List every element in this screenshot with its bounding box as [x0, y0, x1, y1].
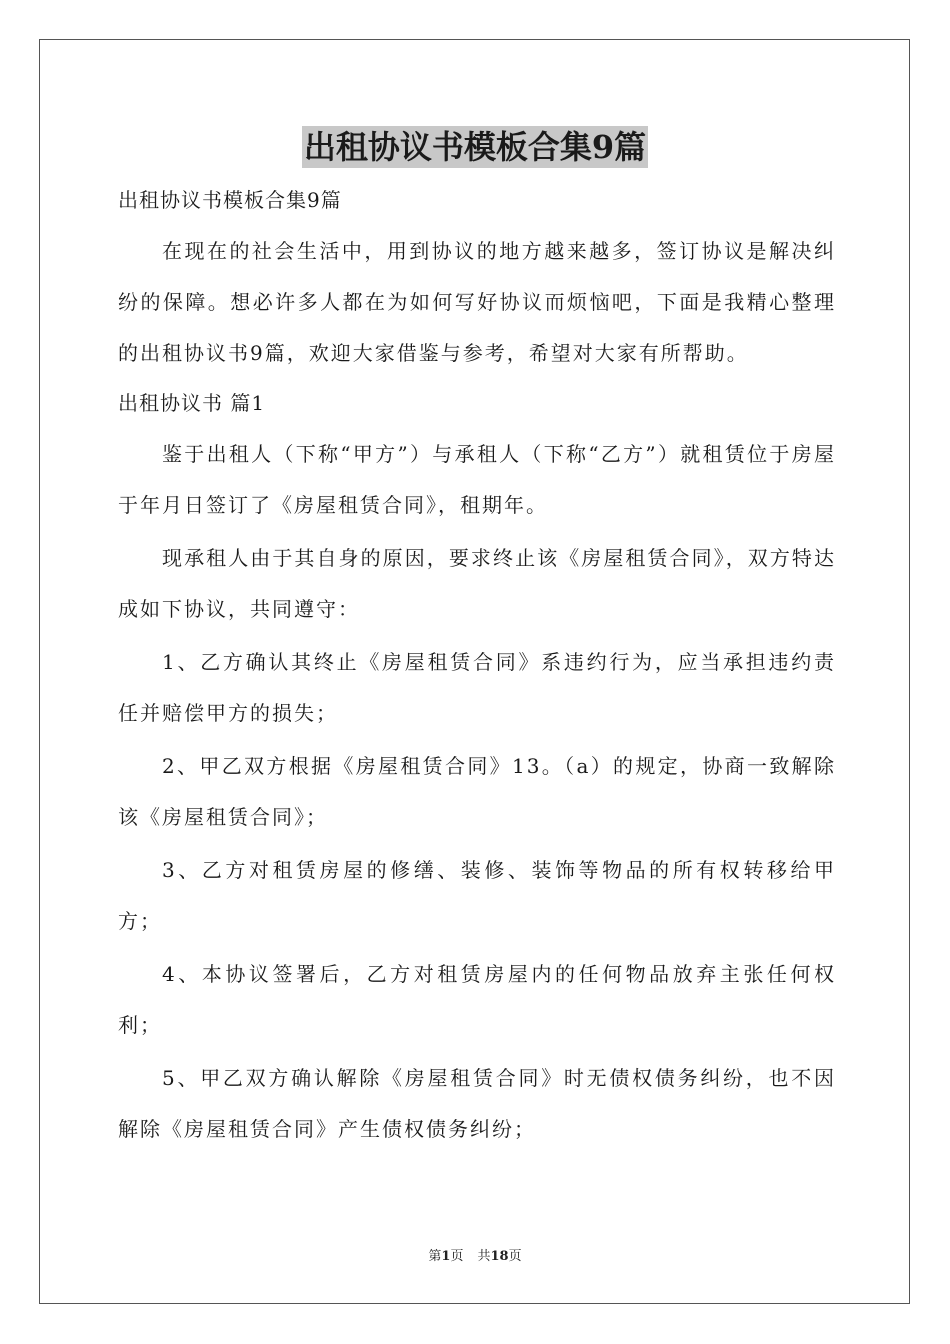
total-pages: 18 [490, 1249, 509, 1264]
clause-item: 5、甲乙双方确认解除《房屋租赁合同》时无债权债务纠纷，也不因解除《房屋租赁合同》产生债权债务纠纷； [118, 1066, 836, 1141]
intro-paragraph: 在现在的社会生活中，用到协议的地方越来越多，签订协议是解决纠纷的保障。想必许多人都在为如何写好协议而烦恼吧，下面是我精心整理的出租协议书9篇，欢迎大家借鉴与参考，希望对大家有所帮助。 [118, 239, 836, 365]
clause-item: 3、乙方对租赁房屋的修缮、装修、装饰等物品的所有权转移给甲方； [118, 858, 836, 933]
clause-item: 2、甲乙双方根据《房屋租赁合同》13。（a）的规定，协商一致解除该《房屋租赁合同》； [118, 754, 836, 829]
document-title-text: 出租协议书模板合集9篇 [303, 128, 647, 166]
total-prefix: 共 [477, 1249, 491, 1264]
clause-item: 1、乙方确认其终止《房屋租赁合同》系违约行为，应当承担违约责任并赔偿甲方的损失； [118, 650, 836, 725]
section-paragraph: 鉴于出租人（下称“甲方”）与承租人（下称“乙方”）就租赁位于房屋于年月日签订了《房屋租赁合同》，租期年。 [118, 442, 836, 517]
total-suffix: 页 [508, 1249, 522, 1264]
document-subtitle: 出租协议书模板合集9篇 [118, 188, 342, 212]
document-title [0, 126, 950, 168]
clause-item: 4、本协议签署后，乙方对租赁房屋内的任何物品放弃主张任何权利； [118, 962, 836, 1037]
page-number: 1 [441, 1249, 451, 1264]
section-paragraph: 现承租人由于其自身的原因，要求终止该《房屋租赁合同》，双方特达成如下协议，共同遵守： [118, 546, 836, 621]
page-footer [0, 1245, 950, 1264]
page-suffix: 页 [450, 1249, 464, 1264]
section-heading: 出租协议书 篇1 [118, 391, 266, 415]
document-body [118, 178, 836, 1157]
page-prefix: 第 [428, 1249, 442, 1264]
